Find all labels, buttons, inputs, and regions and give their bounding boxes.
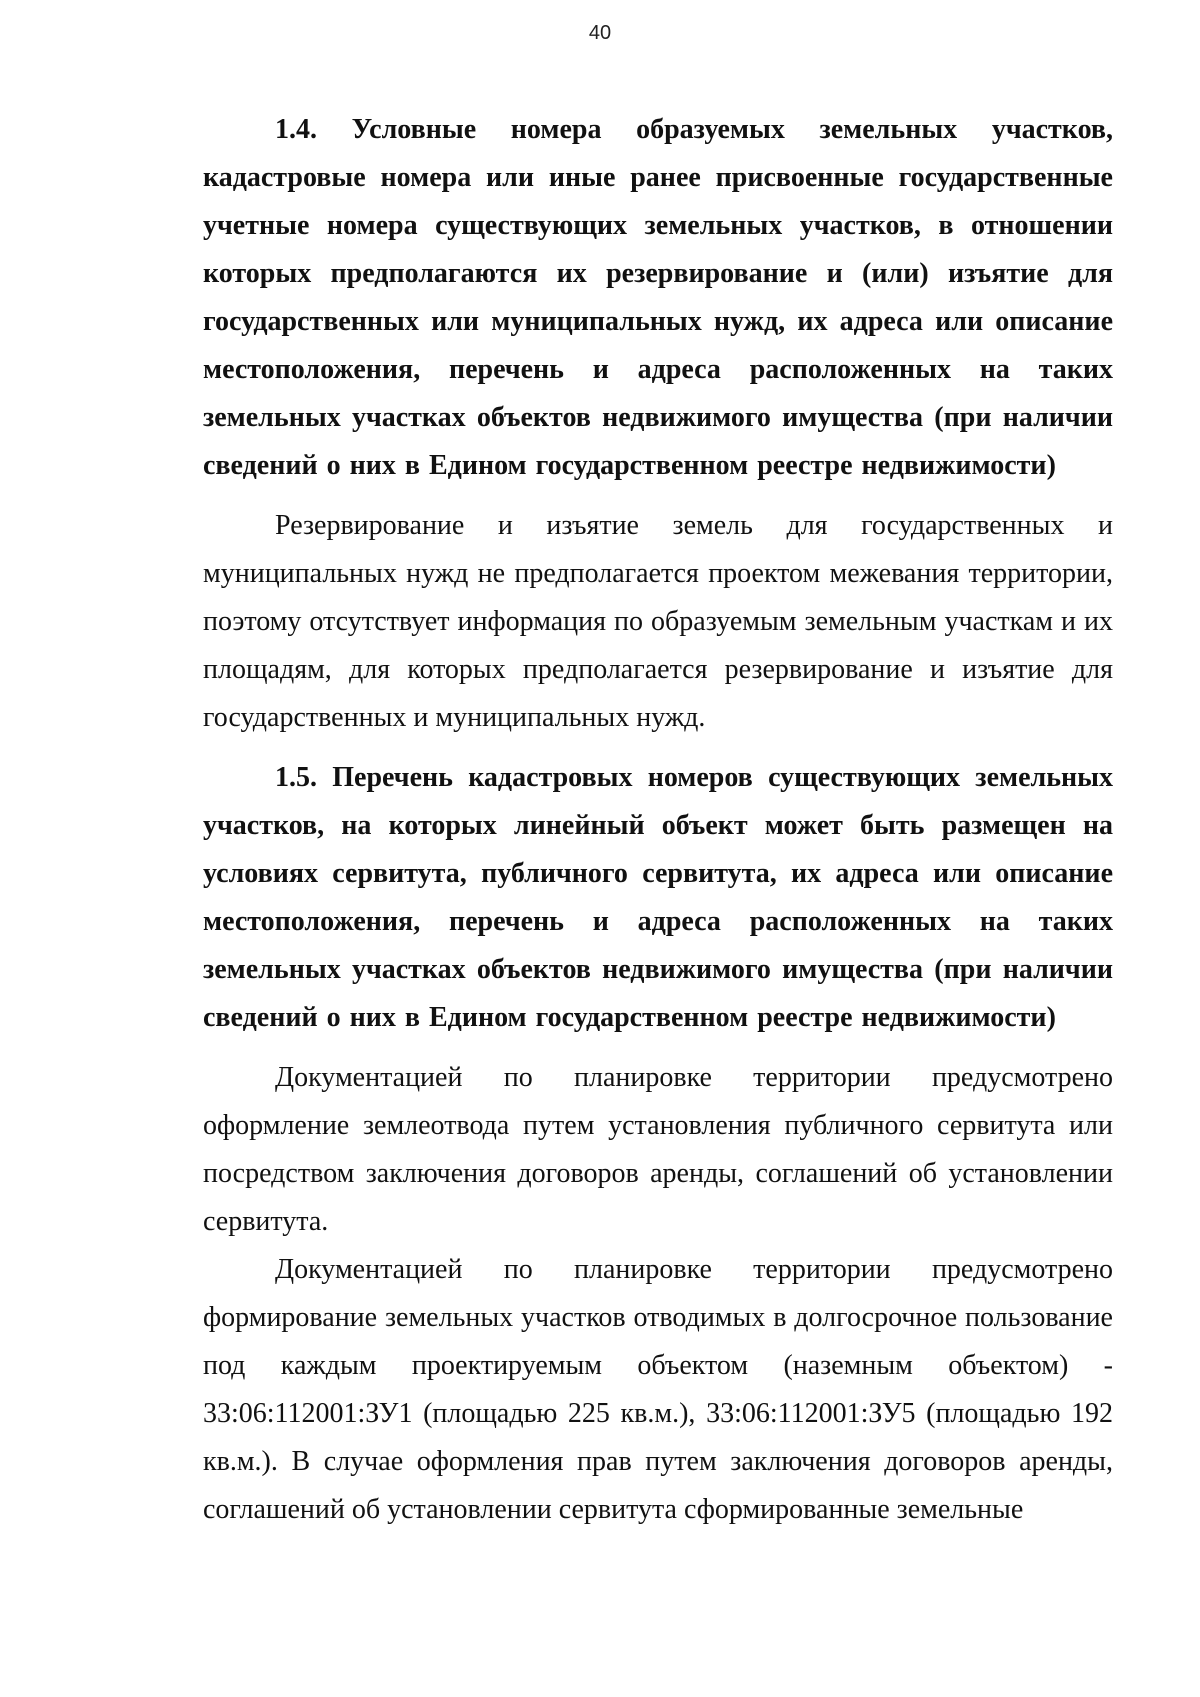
document-body (203, 106, 1113, 1534)
section-1-5-heading: 1.5. Перечень кадастровых номеров существующих земельных участков, на которых линейный объект может быть размещен на условиях сервитута, публичного сервитута, их адреса или описание местоположения, перечень и адреса расположенных на таких земельных участках объектов недвижимого имущества (при наличии сведений о них в Едином государственном реестре недвижимости) (203, 762, 1113, 1033)
section-1-5-paragraph-2: Документацией по планировке территории предусмотрено формирование земельных участков отводимых в долгосрочное пользование под каждым проектируемым объектом (наземным объектом) - 33:06:112001:ЗУ1 (площадью 225 кв.м.), 33:06:112001:ЗУ5 (площадью 192 кв.м.). В случае оформления прав путем заключения договоров аренды, соглашений об установлении сервитута сформированные земельные (203, 1254, 1113, 1525)
section-1-4-paragraph: Резервирование и изъятие земель для государственных и муниципальных нужд не предполагается проектом межевания территории, поэтому отсутствует информация по образуемым земельным участкам и их площадям, для которых предполагается резервирование и изъятие для государственных и муниципальных нужд. (203, 510, 1113, 733)
section-1-5-paragraph-1: Документацией по планировке территории предусмотрено оформление землеотвода путем установления публичного сервитута или посредством заключения договоров аренды, соглашений об установлении сервитута. (203, 1062, 1113, 1237)
section-1-4-heading: 1.4. Условные номера образуемых земельных участков, кадастровые номера или иные ранее присвоенные государственные учетные номера существующих земельных участков, в отношении которых предполагаются их резервирование и (или) изъятие для государственных или муниципальных нужд, их адреса или описание местоположения, перечень и адреса расположенных на таких земельных участках объектов недвижимого имущества (при наличии сведений о них в Едином государственном реестре недвижимости) (203, 114, 1113, 481)
page-number: 40 (588, 22, 612, 44)
